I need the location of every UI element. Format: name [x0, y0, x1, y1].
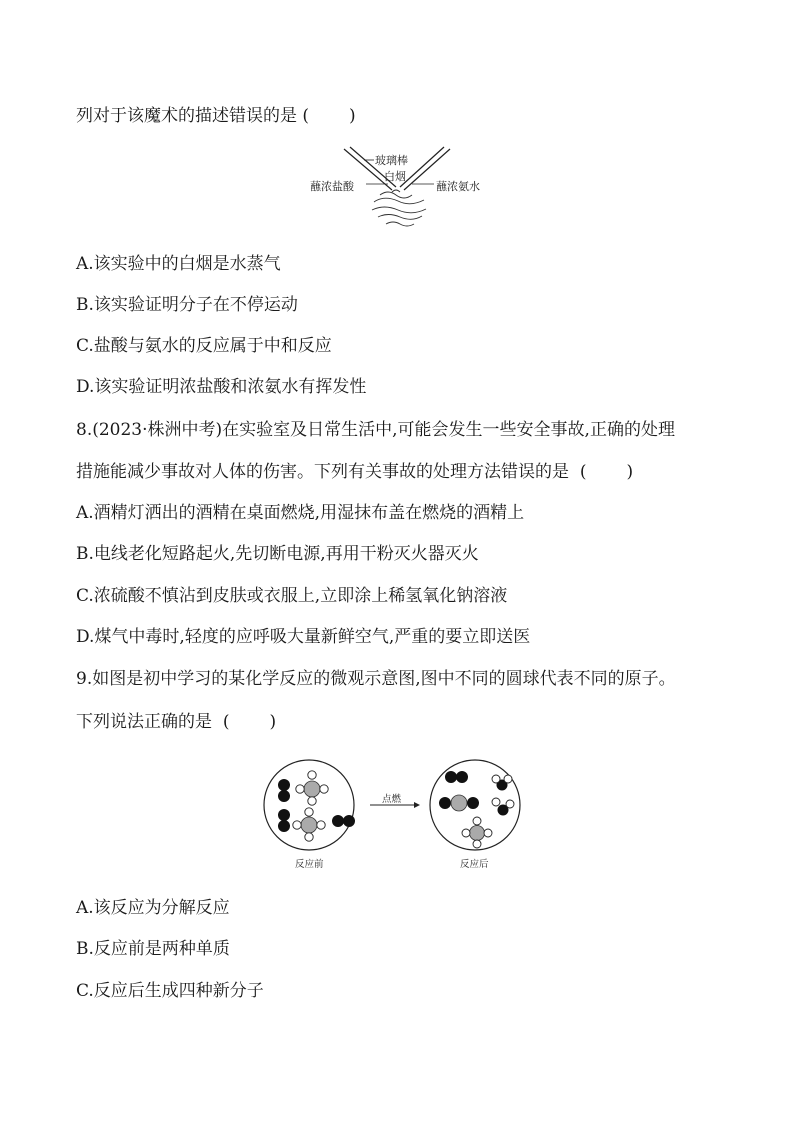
answer-paren-open: ( [302, 106, 310, 126]
q7-option-d[interactable]: D.该实验证明浓盐酸和浓氨水有挥发性 [76, 377, 367, 397]
q8-option-c[interactable]: C.浓硫酸不慎沾到皮肤或衣服上,立即涂上稀氢氧化钠溶液 [76, 586, 508, 606]
q8-stem-text: 措施能减少事故对人体的伤害。下列有关事故的处理方法错误的是 [76, 462, 569, 482]
q7-stem-text: 列对于该魔术的描述错误的是 [76, 106, 297, 126]
label-white-smoke: 白烟 [384, 170, 406, 183]
q9-stem-line1: 9.如图是初中学习的某化学反应的微观示意图,图中不同的圆球代表不同的原子。 [76, 669, 676, 689]
answer-paren-close: ) [349, 106, 356, 126]
label-glass-rod: 玻璃棒 [375, 154, 408, 167]
black-atom [278, 790, 290, 802]
answer-paren-open: ( [579, 462, 587, 482]
arrow-label-ignite: 点燃 [382, 794, 402, 805]
label-conc-ammonia: 蘸浓氨水 [436, 180, 480, 193]
q9-option-a[interactable]: A.该反应为分解反应 [76, 898, 230, 918]
label-after-reaction: 反应后 [460, 859, 489, 870]
label-conc-hcl: 蘸浓盐酸 [310, 180, 354, 193]
reaction-diagram [262, 755, 532, 870]
q9-option-b[interactable]: B.反应前是两种单质 [76, 939, 230, 959]
q8-stem-line2 [76, 461, 633, 483]
black-atom [278, 779, 290, 791]
q9-figure [262, 755, 532, 870]
answer-paren-close: ) [269, 712, 277, 732]
q7-stem [76, 105, 356, 127]
q8-stem-line1: 8.(2023·株洲中考)在实验室及日常生活中,可能会发生一些安全事故,正确的处理 [76, 420, 675, 440]
q9-stem-line2 [76, 711, 276, 733]
q9-stem-text: 下列说法正确的是 [76, 712, 212, 732]
q7-option-c[interactable]: C.盐酸与氨水的反应属于中和反应 [76, 336, 332, 356]
grey-atom [304, 781, 320, 797]
arrow-head-icon [414, 802, 420, 808]
q8-option-d[interactable]: D.煤气中毒时,轻度的应呼吸大量新鲜空气,严重的要立即送医 [76, 627, 531, 647]
q7-figure [300, 140, 500, 230]
q8-option-b[interactable]: B.电线老化短路起火,先切断电源,再用干粉灭火器灭火 [76, 544, 479, 564]
q9-option-c[interactable]: C.反应后生成四种新分子 [76, 981, 264, 1001]
answer-paren-close: ) [626, 462, 634, 482]
answer-paren-open: ( [222, 712, 230, 732]
q8-option-a[interactable]: A.酒精灯洒出的酒精在桌面燃烧,用湿抹布盖在燃烧的酒精上 [76, 503, 525, 523]
q7-option-a[interactable]: A.该实验中的白烟是水蒸气 [76, 254, 281, 274]
label-before-reaction: 反应前 [295, 859, 324, 870]
q7-option-b[interactable]: B.该实验证明分子在不停运动 [76, 295, 298, 315]
